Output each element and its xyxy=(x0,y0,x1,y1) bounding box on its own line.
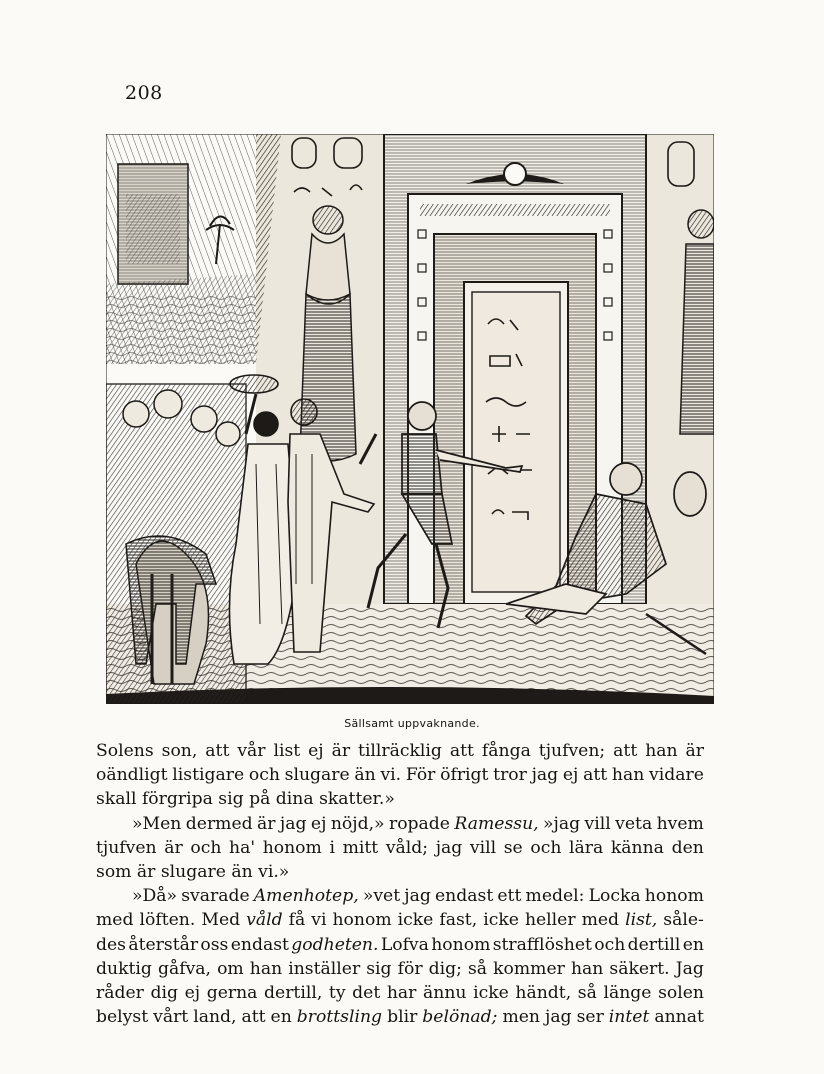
word: ej xyxy=(562,765,579,786)
word: hvem xyxy=(656,813,704,834)
word: se xyxy=(503,837,523,858)
word: oändligt xyxy=(96,765,168,786)
word: löften. xyxy=(139,910,196,931)
word: För xyxy=(405,765,436,786)
word: tror xyxy=(493,765,527,786)
figure-caption: Sällsamt uppvaknande. xyxy=(344,717,480,730)
word: fånga xyxy=(481,741,531,761)
word: han xyxy=(611,765,645,786)
word: med xyxy=(581,910,620,931)
word: att xyxy=(449,741,474,761)
word: icke xyxy=(483,910,519,931)
body-text xyxy=(96,739,704,1029)
word: ej xyxy=(310,813,327,834)
crowd-group xyxy=(106,384,246,704)
word: icke xyxy=(473,983,509,1004)
word: icke xyxy=(397,910,434,931)
word: som är slugare än vi.» xyxy=(96,862,290,883)
word: har xyxy=(386,983,417,1004)
word: honom xyxy=(644,886,704,907)
text-line xyxy=(96,957,704,981)
word: vi xyxy=(311,910,327,931)
text-line xyxy=(96,860,704,884)
word: vill xyxy=(584,813,611,834)
word: vår xyxy=(237,741,266,761)
word: tillräcklig xyxy=(358,741,442,761)
word: honom xyxy=(332,910,392,931)
word: ett xyxy=(497,886,522,907)
word: ännu xyxy=(423,983,467,1004)
word: vårt xyxy=(153,1007,189,1028)
distant-temple-scene xyxy=(106,134,256,364)
word: en xyxy=(682,934,704,955)
word: slugare xyxy=(284,765,350,786)
word: tjufven; xyxy=(538,741,606,761)
word: gerna xyxy=(206,983,258,1004)
word: och xyxy=(190,837,222,858)
word: våld; xyxy=(385,837,429,858)
word: med xyxy=(96,910,134,931)
word: annat xyxy=(654,1007,704,1028)
word: för xyxy=(397,958,423,979)
word: men xyxy=(502,1007,540,1028)
word: endast xyxy=(230,934,289,955)
word: listigare xyxy=(172,765,245,786)
word: »Då» xyxy=(132,886,178,907)
word: Solens xyxy=(96,741,154,761)
word: vill xyxy=(469,837,497,858)
word: ty xyxy=(328,983,346,1004)
word: att xyxy=(613,741,638,761)
word: är xyxy=(164,837,183,858)
word: honom xyxy=(262,837,322,858)
word: inställer xyxy=(288,958,361,979)
word: »vet xyxy=(362,886,401,907)
word: Jag xyxy=(675,958,704,979)
engraving-illustration xyxy=(106,134,714,704)
word: det xyxy=(352,983,381,1004)
page-number: 208 xyxy=(125,82,163,104)
word: »jag xyxy=(543,813,581,834)
word: svarade xyxy=(181,886,250,907)
word: des xyxy=(96,934,126,955)
word: såle- xyxy=(663,910,704,931)
word: honom xyxy=(431,934,491,955)
word: veta xyxy=(615,813,653,834)
text-line xyxy=(96,884,704,908)
word: dig; xyxy=(428,958,462,979)
word: list, xyxy=(625,910,658,931)
text-line xyxy=(96,981,704,1005)
word: »Men xyxy=(132,813,182,834)
word: i xyxy=(329,837,335,858)
word: än xyxy=(354,765,376,786)
word: händt, xyxy=(515,983,572,1004)
word: ha' xyxy=(229,837,256,858)
text-line xyxy=(96,1005,704,1029)
word: jag xyxy=(531,765,559,786)
word: en xyxy=(270,1007,292,1028)
word: tjufven xyxy=(96,837,157,858)
text-line xyxy=(96,763,704,787)
word: dig xyxy=(150,983,178,1004)
word: dertill, xyxy=(264,983,323,1004)
word: jag xyxy=(404,886,431,907)
word: jag xyxy=(435,837,463,858)
word: våld xyxy=(246,910,283,931)
word: och xyxy=(248,765,280,786)
word: dermed xyxy=(185,813,253,834)
word: blir xyxy=(387,1007,418,1028)
word: är xyxy=(331,741,351,761)
text-line xyxy=(96,787,704,811)
word: son, xyxy=(161,741,198,761)
word: intet xyxy=(608,1007,650,1028)
word: list xyxy=(273,741,301,761)
word: Med xyxy=(201,910,241,931)
word: jag xyxy=(544,1007,572,1028)
word: jag xyxy=(279,813,307,834)
word: strafflöshet xyxy=(492,934,592,955)
word: belönad; xyxy=(422,1007,498,1028)
word: är xyxy=(685,741,704,761)
word: vidare xyxy=(649,765,704,786)
word: belyst xyxy=(96,1007,149,1028)
word: fast, xyxy=(439,910,478,931)
word: öfrigt xyxy=(440,765,489,786)
text-line xyxy=(96,836,704,860)
word: skall förgripa sig på dina skatter.» xyxy=(96,789,395,810)
word: dertill xyxy=(627,934,681,955)
word: Locka xyxy=(588,886,641,907)
word: godheten. xyxy=(291,934,379,955)
word: ropade xyxy=(388,813,450,834)
word: är xyxy=(257,813,276,834)
word: kommer xyxy=(493,958,565,979)
word: duktig xyxy=(96,958,152,979)
word: han xyxy=(645,741,678,761)
word: medel: xyxy=(525,886,585,907)
word: återstår xyxy=(128,934,199,955)
word: land, xyxy=(193,1007,237,1028)
word: han xyxy=(249,958,283,979)
word: han xyxy=(570,958,604,979)
word: att xyxy=(241,1007,266,1028)
text-line xyxy=(96,812,704,836)
word: ej xyxy=(308,741,324,761)
word: Ramessu, xyxy=(454,813,539,834)
word: och xyxy=(594,934,626,955)
text-line xyxy=(96,908,704,932)
word: gåfva, xyxy=(157,958,211,979)
word: så xyxy=(577,983,597,1004)
word: nöjd,» xyxy=(330,813,385,834)
word: länge xyxy=(603,983,652,1004)
word: brottsling xyxy=(296,1007,383,1028)
word: ser xyxy=(576,1007,604,1028)
word: så xyxy=(467,958,488,979)
word: ej xyxy=(184,983,201,1004)
word: Lofva xyxy=(380,934,429,955)
word: att xyxy=(583,765,608,786)
word: solen xyxy=(658,983,704,1004)
word: endast xyxy=(435,886,494,907)
word: den xyxy=(671,837,704,858)
word: att xyxy=(205,741,230,761)
word: om xyxy=(217,958,244,979)
word: mitt xyxy=(342,837,379,858)
text-line xyxy=(96,933,704,957)
text-line xyxy=(96,739,704,763)
word: säkert. xyxy=(609,958,670,979)
word: och xyxy=(530,837,562,858)
word: vi. xyxy=(380,765,402,786)
word: lära xyxy=(569,837,604,858)
word: oss xyxy=(200,934,229,955)
word: sig xyxy=(366,958,392,979)
word: råder xyxy=(96,983,144,1004)
word: Amenhotep, xyxy=(253,886,359,907)
word: heller xyxy=(524,910,576,931)
word: få xyxy=(288,910,306,931)
word: känna xyxy=(610,837,664,858)
